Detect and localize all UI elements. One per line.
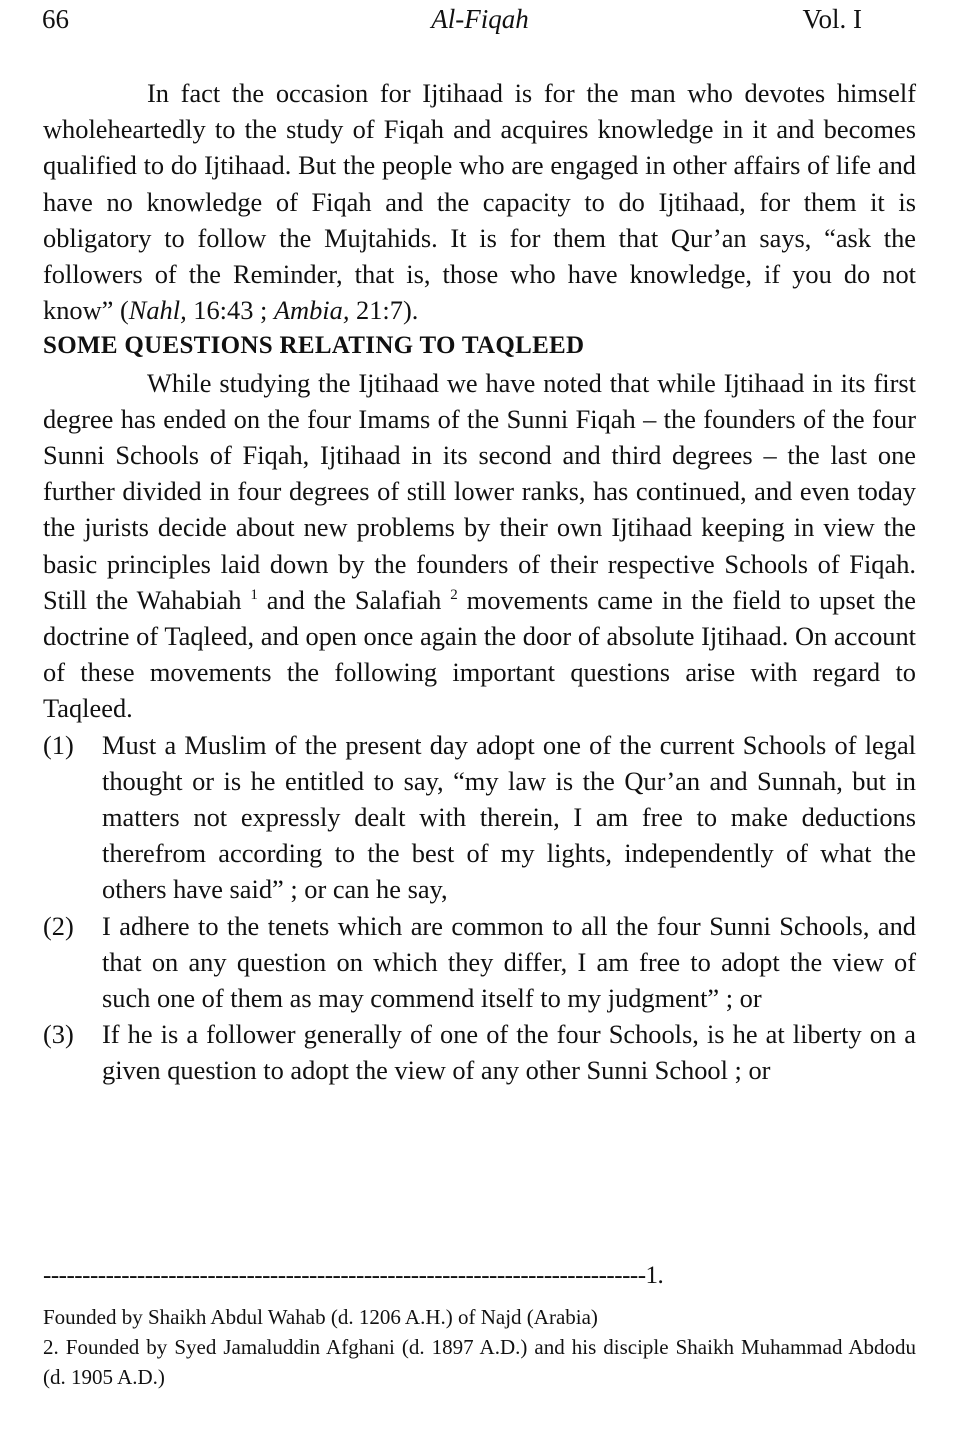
list-item-number: (1) <box>43 729 74 760</box>
list-item <box>43 908 916 1017</box>
book-title: Al-Fiqah <box>431 4 529 34</box>
page-body <box>43 75 916 1089</box>
citation-ref: 21:7). <box>349 295 419 326</box>
list-item-text: If he is a follower generally of one of the four Schools, is he at liberty on a given question to adopt the view of any other Sunni School ; or <box>102 1019 916 1086</box>
running-header <box>42 4 918 42</box>
page-number: 66 <box>42 4 69 34</box>
list-item <box>43 727 916 908</box>
list-item-number: (2) <box>43 910 74 941</box>
list-item-text: I adhere to the tenets which are common to all the four Sunni Schools, and that on any question on which they differ, I am free to adopt the view of such one of them as may commend itself to my judgment” ; or <box>102 910 916 1014</box>
footnote-marker-1: 1 <box>250 586 258 603</box>
list-item-number: (3) <box>43 1019 74 1050</box>
citation-nahl: Nahl, <box>128 295 187 326</box>
footnote-rule: -----------------------------------------------------------------------------1. <box>43 1262 664 1289</box>
footnote-marker-2: 2 <box>450 586 458 603</box>
paragraph-text: and the Salafiah <box>257 584 442 615</box>
volume-label: Vol. I <box>802 4 862 34</box>
paragraph-taqleed <box>43 365 916 727</box>
paragraph-text: While studying the Ijtihaad we have noted that while Ijtihaad in its first degree has ended on the four Imams of the Sunni Fiqah – the founders of the four Sunni Schools of Fiqah, Ijtihaad in its second and third degrees – the last one further divided in four degrees of still lower ranks, has continued, and even today the jurists decide about new problems by their own Ijtihaad keeping in view the basic principles laid down by the founders of their respective Schools of Fiqah. Still the Wahabiah <box>43 367 916 615</box>
list-item-text: Must a Muslim of the present day adopt one of the current Schools of legal thought or is he entitled to say, “my law is the Qur’an and Sunnah, but in matters not expressly dealt with therein, I am free to make deductions therefrom according to the best of my lights, independently of what the others have said” ; or can he say, <box>102 729 916 905</box>
citation-ref: 16:43 ; <box>186 295 274 326</box>
footnotes <box>43 1302 916 1392</box>
paragraph-text: In fact the occasion for Ijtihaad is for the man who devotes himself wholeheartedly to the study of Fiqah and acquires knowledge in it and becomes qualified to do Ijtihaad. But the people who are engaged in other affairs of life and have no knowledge of Fiqah and the capacity to do Ijtihaad, for them it is obligatory to follow the Mujtahids. It is for them that Qur’an says, “ask the followers of the Reminder, that is, those who have knowledge, if you do not know” ( <box>43 78 916 326</box>
citation-ambia: Ambia, <box>273 295 350 326</box>
footnote-2: 2. Founded by Syed Jamaluddin Afghani (d. 1897 A.D.) and his disciple Shaikh Muhammad Abdodu (d. 1905 A.D.) <box>43 1335 916 1389</box>
list-item <box>43 1016 916 1088</box>
questions-list <box>43 727 916 1089</box>
footnote-1: Founded by Shaikh Abdul Wahab (d. 1206 A.H.) of Najd (Arabia) <box>43 1305 598 1329</box>
paragraph-text: movements came in the field to upset the doctrine of Taqleed, and open once again the door of absolute Ijtihaad. On account of these movements the following important questions arise with regard to Taqleed. <box>43 584 916 724</box>
paragraph-ijtihaad-occasion <box>43 75 916 328</box>
section-heading: SOME QUESTIONS RELATING TO TAQLEED <box>43 332 585 360</box>
